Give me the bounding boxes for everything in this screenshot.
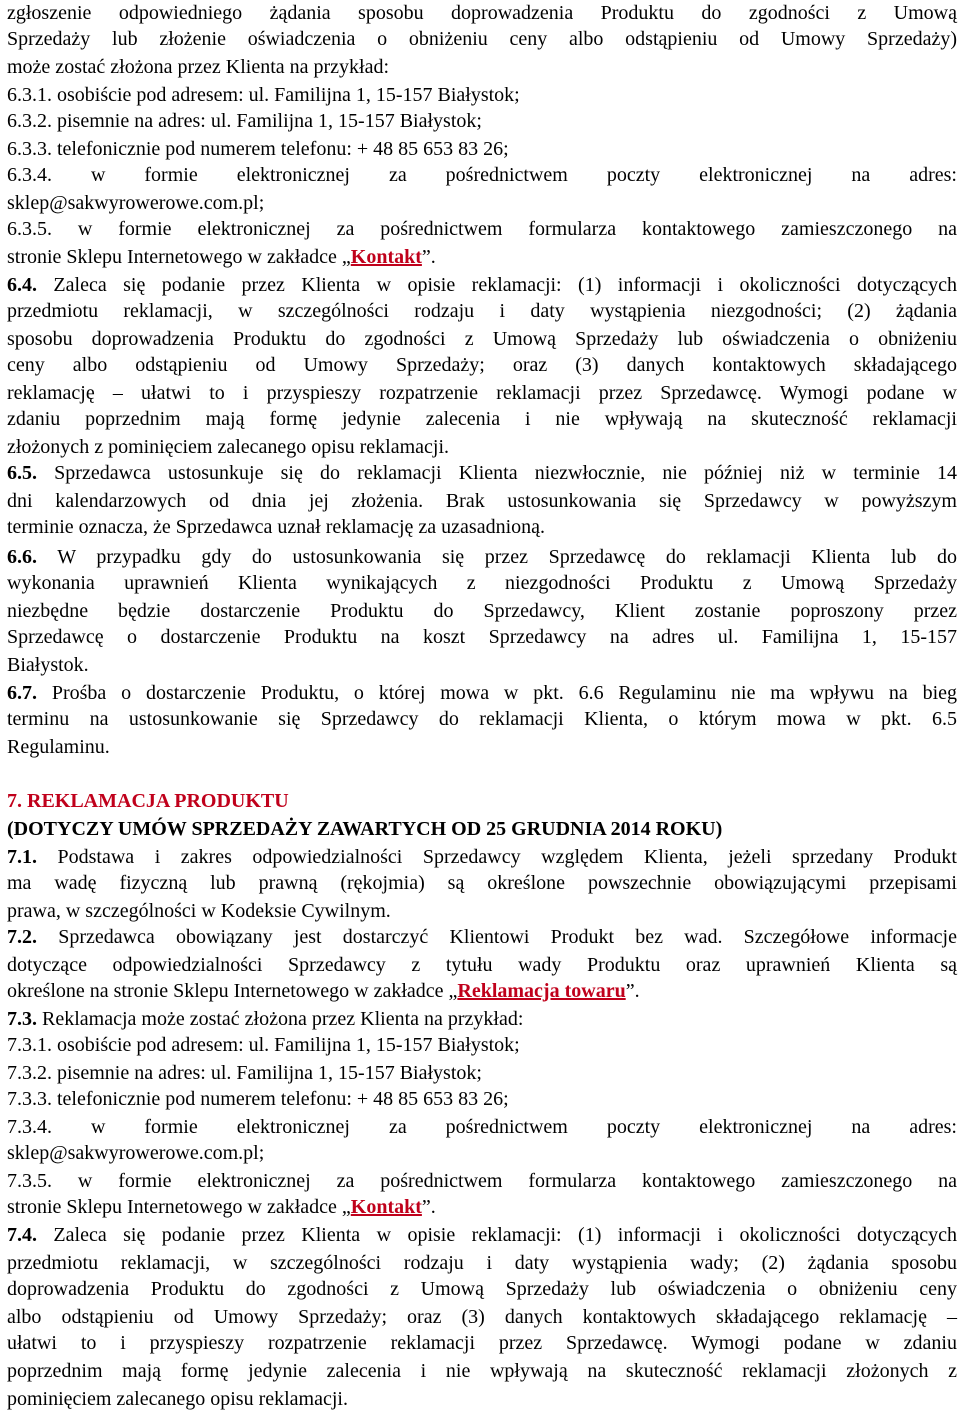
text-run: 6.3.5. w formie elektronicznej za pośrednictwem formularza kontaktowego zamieszczonego na [7, 218, 957, 240]
text-line [7, 514, 957, 540]
text-run: Sprzedawca obowiązany jest dostarczyć Klientowi Produkt bez wad. Szczegółowe informacje [37, 926, 957, 948]
text-line [7, 1194, 957, 1220]
text-run: Sprzedawcę o dostarczenie Produktu na koszt Sprzedawcy na adres ul. Familijna 1, 15-157 [7, 626, 957, 648]
text-line [7, 816, 957, 842]
text-run: stronie Sklepu Internetowego w zakładce „ [7, 246, 351, 268]
text-line [7, 1114, 957, 1140]
text-run: przedmiotu reklamacji, w szczególności rodzaju i daty wystąpienia wady; (2) żądania sposobu [7, 1252, 957, 1274]
text-run: ułatwi to i przyspieszy rozpatrzenie reklamacji przez Sprzedawcę. Wymogi podane w zdaniu [7, 1332, 957, 1354]
text-run: sklep@sakwyrowerowe.com.pl; [7, 192, 265, 214]
text-line [7, 924, 957, 950]
text-run: 7.3.3. telefonicznie pod numerem telefonu: + 48 85 653 83 26; [7, 1088, 509, 1110]
text-line [7, 598, 957, 624]
text-line [7, 380, 957, 406]
text-line [7, 326, 957, 352]
text-line [7, 544, 957, 570]
section-number: 6.5. [7, 462, 37, 484]
text-run: 6.3.3. telefonicznie pod numerem telefonu: + 48 85 653 83 26; [7, 138, 509, 160]
text-run: sposobu doprowadzenia Produktu do zgodności z Umową Sprzedaży lub oświadczenia o obniżeniu [7, 328, 957, 350]
section-number: 6.6. [7, 546, 37, 568]
text-line [7, 1386, 957, 1412]
text-line [7, 406, 957, 432]
text-run: doprowadzenia Produktu do zgodności z Umową Sprzedaży lub oświadczenia o obniżeniu ceny [7, 1278, 957, 1300]
text-line [7, 570, 957, 596]
text-line [7, 734, 957, 760]
link-reklamacja-towaru[interactable]: Reklamacja towaru [457, 980, 626, 1002]
text-line [7, 1032, 957, 1058]
text-line [7, 434, 957, 460]
text-line [7, 1060, 957, 1086]
text-run: 6.3.2. pisemnie na adres: ul. Familijna 1, 15-157 Białystok; [7, 110, 482, 132]
text-line [7, 460, 957, 486]
text-run: zgłoszenie odpowiedniego żądania sposobu doprowadzenia Produktu do zgodności z Umową [7, 2, 957, 24]
text-run: ”. [625, 980, 640, 1002]
text-run: ”. [421, 1196, 436, 1218]
text-run: Zaleca się podanie przez Klienta w opisie reklamacji: (1) informacji i okoliczności dotyczących [37, 274, 957, 296]
text-run: sklep@sakwyrowerowe.com.pl; [7, 1142, 265, 1164]
text-run: Sprzedaży lub złożenie oświadczenia o obniżeniu ceny albo odstąpieniu od Umowy Sprzedaży) [7, 28, 957, 50]
text-line [7, 488, 957, 514]
text-run: Podstawa i zakres odpowiedzialności Sprzedawcy względem Klienta, jeżeli sprzedany Produkt [37, 846, 957, 868]
text-run: pominięciem zalecanego opisu reklamacji. [7, 1388, 348, 1410]
text-run: 6.3.4. w formie elektronicznej za pośrednictwem poczty elektronicznej na adres: [7, 164, 957, 186]
text-line [7, 870, 957, 896]
section-subheading: (DOTYCZY UMÓW SPRZEDAŻY ZAWARTYCH OD 25 GRUDNIA 2014 ROKU) [7, 818, 723, 840]
text-line [7, 1140, 957, 1166]
text-line [7, 624, 957, 650]
text-line [7, 1276, 957, 1302]
text-run: 7.3.1. osobiście pod adresem: ul. Familijna 1, 15-157 Białystok; [7, 1034, 520, 1056]
text-line [7, 706, 957, 732]
text-run: Białystok. [7, 654, 89, 676]
section-number: 6.4. [7, 274, 37, 296]
text-run: 7.3.5. w formie elektronicznej za pośrednictwem formularza kontaktowego zamieszczonego na [7, 1170, 957, 1192]
text-run: prawa, w szczególności w Kodeksie Cywilnym. [7, 900, 391, 922]
section-number: 7.4. [7, 1224, 37, 1246]
text-line [7, 680, 957, 706]
text-line [7, 162, 957, 188]
link-kontakt[interactable]: Kontakt [350, 246, 422, 268]
text-run: 6.3.1. osobiście pod adresem: ul. Familijna 1, 15-157 Białystok; [7, 84, 520, 106]
text-run: niezbędne będzie dostarczenie Produktu do Sprzedawcy, Klient zostanie poproszony przez [7, 600, 957, 622]
link-kontakt[interactable]: Kontakt [350, 1196, 422, 1218]
text-run: Zaleca się podanie przez Klienta w opisie reklamacji: (1) informacji i okoliczności dotyczących [37, 1224, 957, 1246]
section-number: 7.2. [7, 926, 37, 948]
text-run: dni kalendarzowych od dnia jej złożenia. Brak ustosunkowania się Sprzedawcy w powyższym [7, 490, 957, 512]
text-run: wykonania uprawnień Klienta wynikających z niezgodności Produktu z Umową Sprzedaży [7, 572, 957, 594]
text-line [7, 108, 957, 134]
text-line [7, 190, 957, 216]
text-run: przedmiotu reklamacji, w szczególności rodzaju i daty wystąpienia niezgodności; (2) żądania [7, 300, 957, 322]
text-run: terminu na ustosunkowanie się Sprzedawcy do reklamacji Klienta, o którym mowa w pkt. 6.5 [7, 708, 957, 730]
text-run: ”. [421, 246, 436, 268]
text-run: albo odstąpieniu od Umowy Sprzedaży; oraz (3) danych kontaktowych składającego reklamację – [7, 1306, 957, 1328]
text-line [7, 26, 957, 52]
text-run: określone na stronie Sklepu Internetowego w zakładce „ [7, 980, 458, 1002]
text-run: dotyczące odpowiedzialności Sprzedawcy z tytułu wady Produktu oraz uprawnień Klienta są [7, 954, 957, 976]
text-line [7, 1006, 957, 1032]
text-run: 7.3.4. w formie elektronicznej za pośrednictwem poczty elektronicznej na adres: [7, 1116, 957, 1138]
text-run: ma wadę fizyczną lub prawną (rękojmia) są określone powszechnie obowiązującymi przepisami [7, 872, 957, 894]
text-line [7, 1330, 957, 1356]
text-line [7, 0, 957, 26]
text-run: Regulaminu. [7, 736, 110, 758]
text-run: W przypadku gdy do ustosunkowania się przez Sprzedawcę do reklamacji Klienta lub do [37, 546, 957, 568]
text-line [7, 844, 957, 870]
text-line [7, 216, 957, 242]
text-run: zdaniu poprzednim mają formę jedynie zalecenia i nie wpływają na skuteczność reklamacji [7, 408, 957, 430]
text-run: poprzednim mają formę jedynie zalecenia i nie wpływają na skuteczność reklamacji złożonych z [7, 1360, 957, 1382]
section-number: 7.1. [7, 846, 37, 868]
text-line [7, 136, 957, 162]
text-line [7, 1250, 957, 1276]
text-run: terminie oznacza, że Sprzedawca uznał reklamację za uzasadnioną. [7, 516, 546, 538]
text-run: stronie Sklepu Internetowego w zakładce „ [7, 1196, 351, 1218]
text-line [7, 978, 957, 1004]
text-line [7, 1086, 957, 1112]
text-line [7, 1358, 957, 1384]
text-run: reklamację – ułatwi to i przyspieszy rozpatrzenie reklamacji przez Sprzedawcę. Wymogi podane w [7, 382, 957, 404]
text-run: ceny albo odstąpieniu od Umowy Sprzedaży; oraz (3) danych kontaktowych składającego [7, 354, 957, 376]
text-run: 7.3.2. pisemnie na adres: ul. Familijna 1, 15-157 Białystok; [7, 1062, 482, 1084]
text-line [7, 54, 957, 80]
section-heading: 7. REKLAMACJA PRODUKTU [7, 790, 289, 812]
section-number: 6.7. [7, 682, 37, 704]
text-run: złożonych z pominięciem zalecanego opisu reklamacji. [7, 436, 450, 458]
text-run: może zostać złożona przez Klienta na przykład: [7, 56, 390, 78]
text-line [7, 244, 957, 270]
text-run: Sprzedawca ustosunkuje się do reklamacji Klienta niezwłocznie, nie później niż w terminie 14 [37, 462, 957, 484]
text-line [7, 298, 957, 324]
text-line [7, 898, 957, 924]
text-run: Reklamacja może zostać złożona przez Klienta na przykład: [37, 1008, 524, 1030]
text-line [7, 788, 957, 814]
text-line [7, 1304, 957, 1330]
section-number: 7.3. [7, 1008, 37, 1030]
text-line [7, 652, 957, 678]
text-line [7, 272, 957, 298]
text-line [7, 352, 957, 378]
text-line [7, 1222, 957, 1248]
text-run: Prośba o dostarczenie Produktu, o której mowa w pkt. 6.6 Regulaminu nie ma wpływu na bieg [37, 682, 957, 704]
text-line [7, 952, 957, 978]
text-line [7, 82, 957, 108]
text-line [7, 1168, 957, 1194]
